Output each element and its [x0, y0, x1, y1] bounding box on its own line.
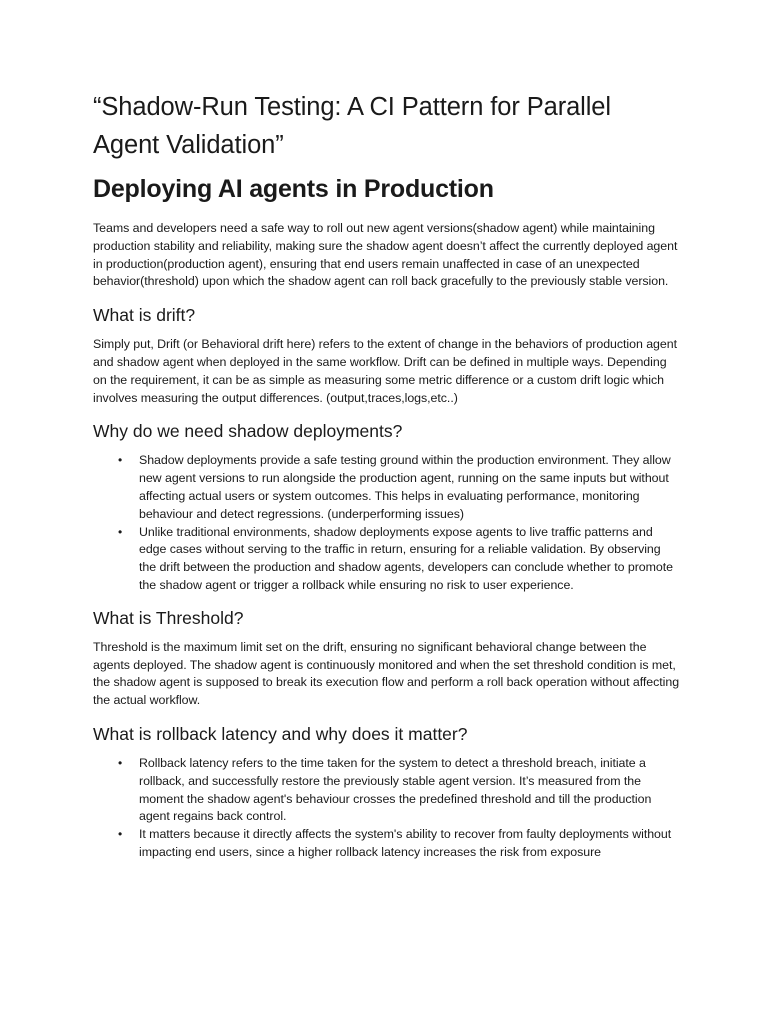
list-item	[93, 452, 681, 523]
drift-paragraph: Simply put, Drift (or Behavioral drift here) refers to the extent of change in the behaviors of production agent and shadow agent when deployed in the same workflow. Drift can be defined in multiple ways. Depending on the requirement, it can be as simple as measuring some metric difference or a custom drift logic which involves measuring the output differences. (output,traces,logs,etc..)	[93, 337, 677, 405]
list-item	[93, 524, 681, 595]
bullet-icon: •	[118, 755, 123, 770]
section-heading-drift: What is drift?	[93, 305, 196, 326]
shadow-deployments-list	[93, 452, 681, 594]
list-item-text: It matters because it directly affects the system's ability to recover from faulty deployments without impacting end users, since a higher rollback latency increases the risk from exposure	[139, 827, 672, 859]
list-item-text: Shadow deployments provide a safe testing ground within the production environment. They allow new agent versions to run alongside the production agent, running on the same inputs but without affecting actual users or system outcomes. This helps in evaluating performance, monitoring behaviour and detect regressions. (underperforming issues)	[139, 453, 671, 521]
section-heading-rollback-latency: What is rollback latency and why does it matter?	[93, 723, 468, 744]
bullet-icon: •	[118, 524, 123, 539]
threshold-paragraph: Threshold is the maximum limit set on the drift, ensuring no significant behavioral change between the agents deployed. The shadow agent is continuously monitored and when the set threshold condition is met, the shadow agent is supposed to break its execution flow and perform a roll back operation without affecting the actual workflow.	[93, 639, 680, 708]
intro-paragraph: Teams and developers need a safe way to roll out new agent versions(shadow agent) while maintaining production stability and reliability, making sure the shadow agent doesn’t affect the currently deployed agent in production(production agent), ensuring that end users remain unaffected in case of an unexpected behavior(threshold) upon which the shadow agent can roll back gracefully to the previously stable version.	[93, 221, 678, 289]
bullet-icon: •	[118, 453, 123, 468]
document-title: “Shadow-Run Testing: A CI Pattern for Parallel Agent Validation”	[93, 93, 611, 159]
list-item-text: Unlike traditional environments, shadow deployments expose agents to live traffic patterns and edge cases without serving to the traffic in return, ensuring for a reliable validation. By observing the drift between the production and shadow agents, developers can conclude whether to promote the shadow agent or trigger a rollback while ensuring no risk to user experience.	[139, 524, 673, 592]
list-item	[93, 826, 681, 862]
list-item	[93, 755, 681, 826]
rollback-latency-list	[93, 755, 681, 862]
document-page	[93, 88, 681, 873]
section-heading-threshold: What is Threshold?	[93, 607, 244, 628]
section-heading-shadow-deployments: Why do we need shadow deployments?	[93, 421, 403, 442]
main-heading: Deploying AI agents in Production	[93, 175, 494, 203]
list-item-text: Rollback latency refers to the time taken for the system to detect a threshold breach, initiate a rollback, and successfully restore the previously stable agent version. It’s measured from the moment the shadow agent's behaviour crosses the predefined threshold and till the production agent regains back control.	[139, 755, 652, 824]
bullet-icon: •	[118, 827, 123, 842]
